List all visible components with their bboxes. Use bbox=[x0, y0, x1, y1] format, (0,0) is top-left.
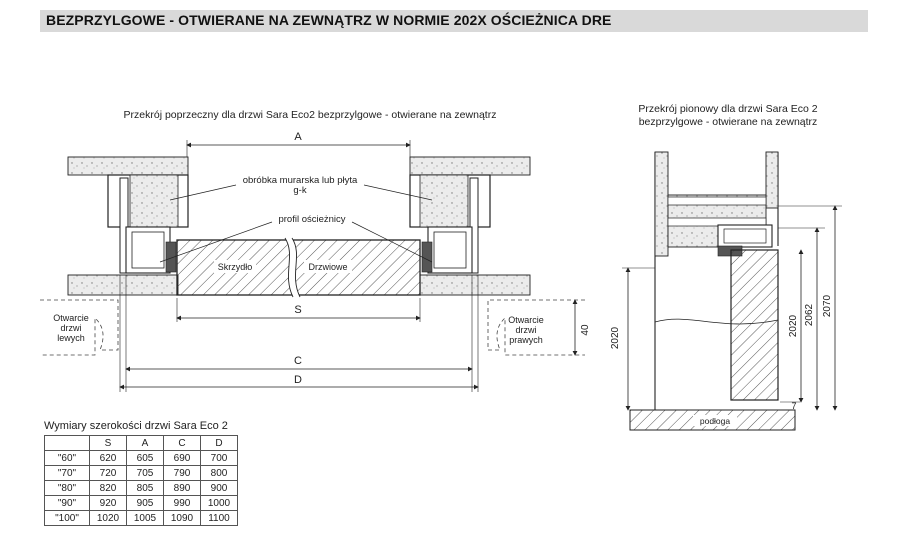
profile-label: profil ościeżnicy bbox=[278, 214, 346, 225]
size-table-cell: 705 bbox=[127, 466, 164, 481]
left-opening-1: Otwarcie bbox=[53, 313, 89, 323]
size-table-row bbox=[45, 496, 238, 511]
left-opening-2: drzwi bbox=[60, 323, 82, 333]
size-table bbox=[44, 435, 238, 526]
size-table-cell: "90" bbox=[45, 496, 90, 511]
dimension-a-label: A bbox=[294, 131, 302, 143]
masonry-label: obróbka murarska lub płyta bbox=[242, 175, 358, 186]
size-table-cell: 1090 bbox=[164, 511, 201, 526]
dimension-2062 bbox=[778, 228, 825, 410]
size-table-cell bbox=[45, 436, 90, 451]
size-table-cell: 920 bbox=[90, 496, 127, 511]
size-table-cell: 800 bbox=[201, 466, 238, 481]
dimension-a bbox=[187, 131, 410, 160]
leaf-label: Skrzydło bbox=[217, 262, 253, 272]
size-table-cell: 805 bbox=[127, 481, 164, 496]
left-section-title: Przekrój poprzeczny dla drzwi Sara Eco2 bezprzylgowe - otwierane na zewnątrz bbox=[123, 109, 497, 121]
size-table-cell: 1100 bbox=[201, 511, 238, 526]
masonry-label-2: g-k bbox=[293, 185, 307, 196]
dimension-40-label: 40 bbox=[580, 324, 591, 336]
dimension-2020-inner-label: 2020 bbox=[788, 314, 799, 338]
dimension-2020-left-label: 2020 bbox=[610, 326, 621, 350]
size-table-cell: 690 bbox=[164, 451, 201, 466]
size-table-cell: "100" bbox=[45, 511, 90, 526]
floor-label: podłoga bbox=[699, 416, 731, 426]
size-table-cell: 790 bbox=[164, 466, 201, 481]
size-table-header bbox=[45, 436, 238, 451]
size-table-cell: 620 bbox=[90, 451, 127, 466]
size-table-cell: 1020 bbox=[90, 511, 127, 526]
door-label: Drzwiowe bbox=[308, 262, 348, 272]
size-table-cell: 890 bbox=[164, 481, 201, 496]
right-opening-2: drzwi bbox=[515, 325, 537, 335]
size-table-cell: 605 bbox=[127, 451, 164, 466]
dimension-2020-left bbox=[610, 268, 655, 410]
opening-swings bbox=[40, 300, 585, 355]
right-opening-3: prawych bbox=[509, 335, 543, 345]
page-title: BEZPRZYLGOWE - OTWIERANE NA ZEWNĄTRZ W NORMIE 202X OŚCIEŻNICA DRE bbox=[46, 12, 612, 28]
right-wall bbox=[410, 157, 530, 295]
right-opening-1: Otwarcie bbox=[508, 315, 544, 325]
size-table-cell: S bbox=[90, 436, 127, 451]
vertical-door-leaf bbox=[731, 250, 778, 400]
dimension-s-label: S bbox=[294, 304, 302, 316]
size-table-cell: C bbox=[164, 436, 201, 451]
right-section-title-1: Przekrój pionowy dla drzwi Sara Eco 2 bbox=[638, 103, 818, 115]
size-table-cell: A bbox=[127, 436, 164, 451]
size-table-title: Wymiary szerokości drzwi Sara Eco 2 bbox=[44, 420, 228, 432]
floor bbox=[630, 410, 795, 430]
dimension-7-label: 7 bbox=[791, 401, 797, 411]
size-table-cell: "60" bbox=[45, 451, 90, 466]
size-table-cell: 700 bbox=[201, 451, 238, 466]
size-table-cell: 1005 bbox=[127, 511, 164, 526]
size-table-cell: 900 bbox=[201, 481, 238, 496]
size-table-cell: 1000 bbox=[201, 496, 238, 511]
dimension-c-label: C bbox=[294, 355, 302, 367]
left-wall bbox=[68, 157, 188, 295]
size-table-cell: 905 bbox=[127, 496, 164, 511]
size-table-cell: 720 bbox=[90, 466, 127, 481]
dimension-40 bbox=[575, 300, 591, 355]
dimension-d-label: D bbox=[294, 374, 302, 386]
dimension-2020-inner bbox=[788, 250, 801, 402]
size-table-row bbox=[45, 511, 238, 526]
door-leaf bbox=[177, 238, 420, 297]
size-table-row bbox=[45, 481, 238, 496]
dimension-s bbox=[177, 298, 420, 322]
dimension-2070-label: 2070 bbox=[822, 294, 833, 318]
size-table-row bbox=[45, 451, 238, 466]
left-opening-3: lewych bbox=[57, 333, 85, 343]
right-section-title-2: bezprzylgowe - otwierane na zewnątrz bbox=[638, 116, 818, 128]
dimension-2062-label: 2062 bbox=[804, 303, 815, 327]
size-table-cell: "70" bbox=[45, 466, 90, 481]
size-table-row bbox=[45, 466, 238, 481]
size-table-cell: 990 bbox=[164, 496, 201, 511]
size-table-cell: "80" bbox=[45, 481, 90, 496]
size-table-cell: 820 bbox=[90, 481, 127, 496]
size-table-cell: D bbox=[201, 436, 238, 451]
